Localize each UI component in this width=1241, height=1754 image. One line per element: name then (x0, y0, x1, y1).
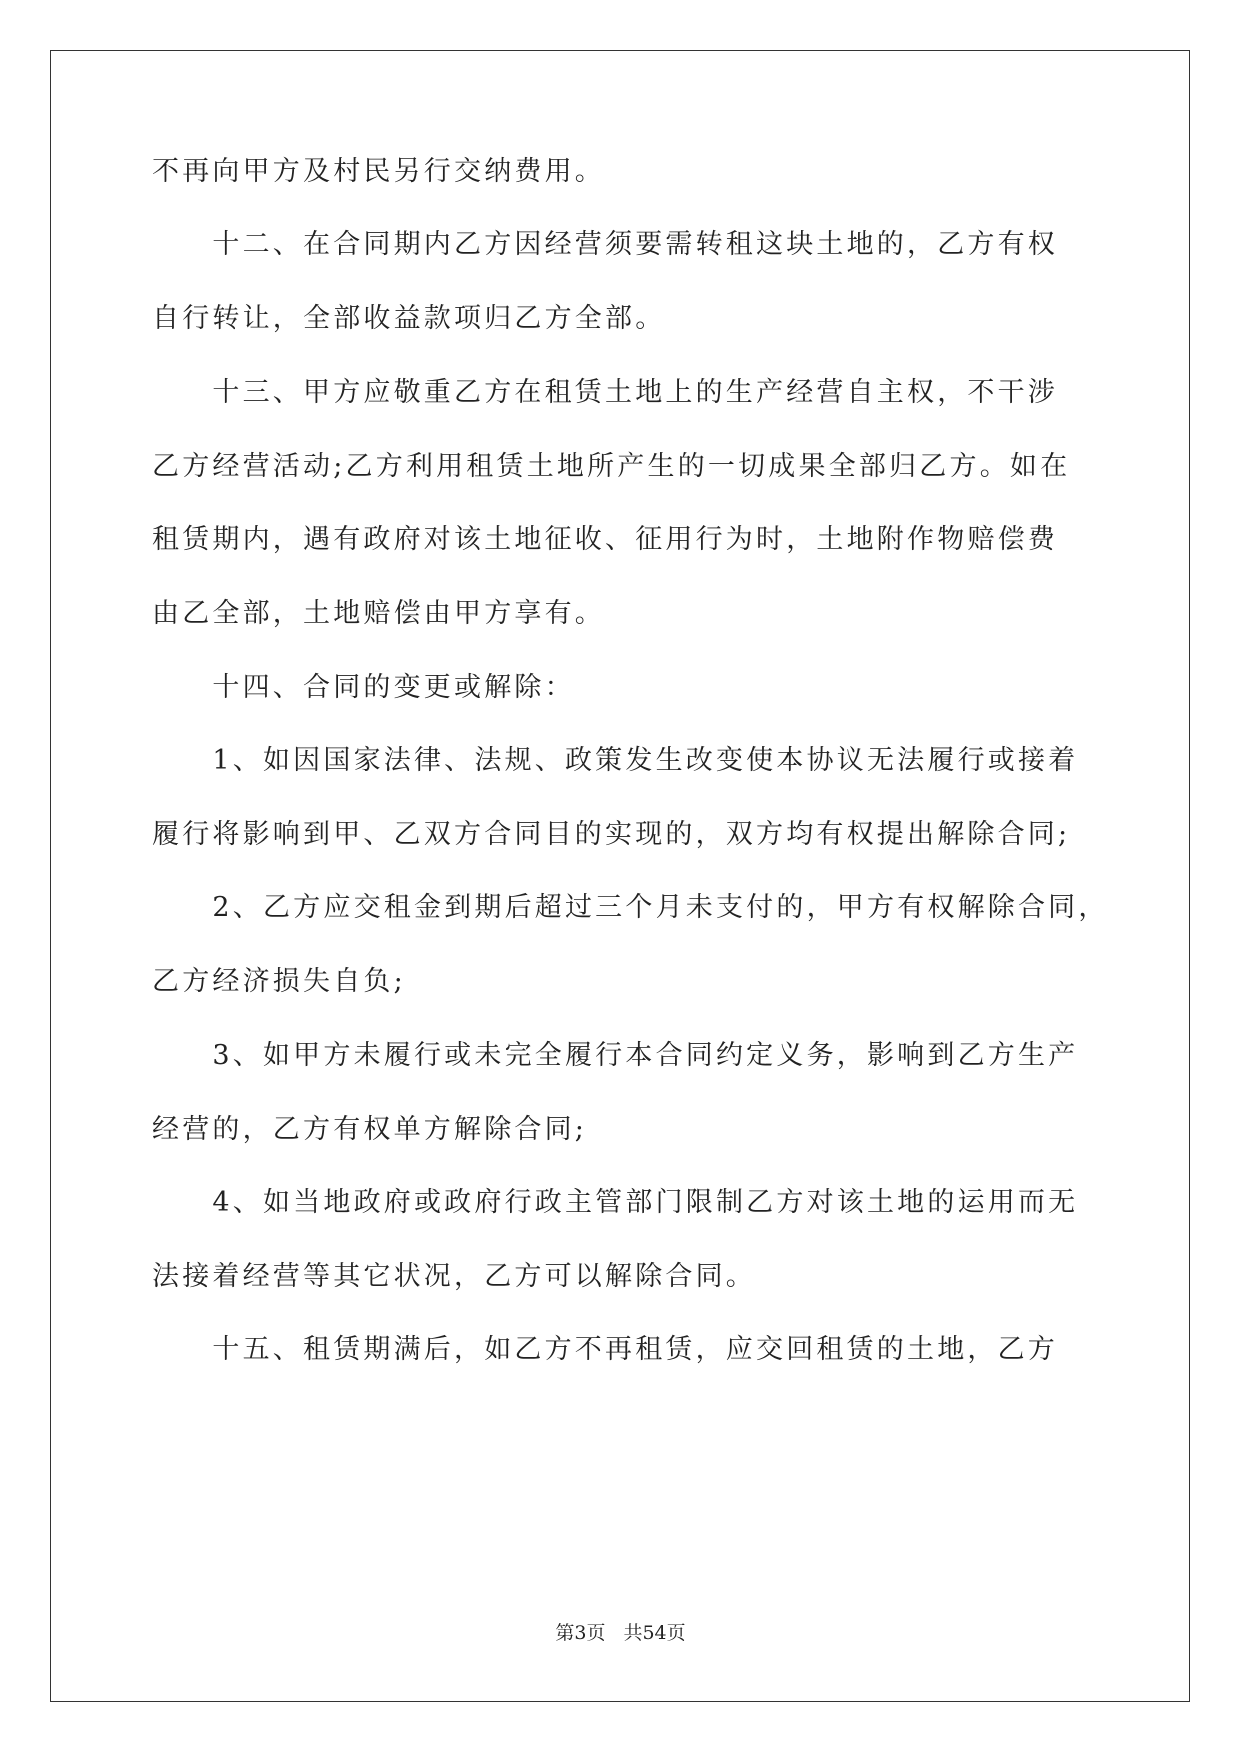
current-page-number: 第3页 (555, 1622, 606, 1644)
text-line: 2、乙方应交租金到期后超过三个月未支付的，甲方有权解除合同， (152, 892, 1109, 923)
text-line: 十二、在合同期内乙方因经营须要需转租这块土地的，乙方有权 (152, 229, 1058, 260)
total-pages: 共54页 (623, 1622, 686, 1644)
text-line: 十四、合同的变更或解除： (152, 672, 575, 703)
text-line: 4、如当地政府或政府行政主管部门限制乙方对该土地的运用而无 (152, 1187, 1079, 1218)
text-line: 自行转让，全部收益款项归乙方全部。 (152, 303, 666, 334)
text-line: 十五、租赁期满后，如乙方不再租赁，应交回租赁的土地，乙方 (152, 1334, 1058, 1365)
text-line: 履行将影响到甲、乙双方合同目的实现的，双方均有权提出解除合同; (152, 819, 1071, 850)
page-border (50, 50, 1190, 1702)
text-line: 1、如因国家法律、法规、政策发生改变使本协议无法履行或接着 (152, 745, 1079, 776)
text-line: 由乙全部，土地赔偿由甲方享有。 (152, 598, 605, 629)
text-line: 不再向甲方及村民另行交纳费用。 (152, 156, 605, 187)
text-line: 法接着经营等其它状况，乙方可以解除合同。 (152, 1261, 756, 1292)
text-line: 乙方经营活动;乙方利用租赁土地所产生的一切成果全部归乙方。如在 (152, 451, 1071, 482)
page-footer (0, 1621, 1241, 1645)
text-line: 租赁期内，遇有政府对该土地征收、征用行为时，土地附作物赔偿费 (152, 524, 1058, 555)
text-line: 经营的，乙方有权单方解除合同; (152, 1114, 588, 1145)
text-line: 3、如甲方未履行或未完全履行本合同约定义务，影响到乙方生产 (152, 1040, 1079, 1071)
text-line: 乙方经济损失自负; (152, 966, 406, 997)
text-line: 十三、甲方应敬重乙方在租赁土地上的生产经营自主权，不干涉 (152, 377, 1058, 408)
